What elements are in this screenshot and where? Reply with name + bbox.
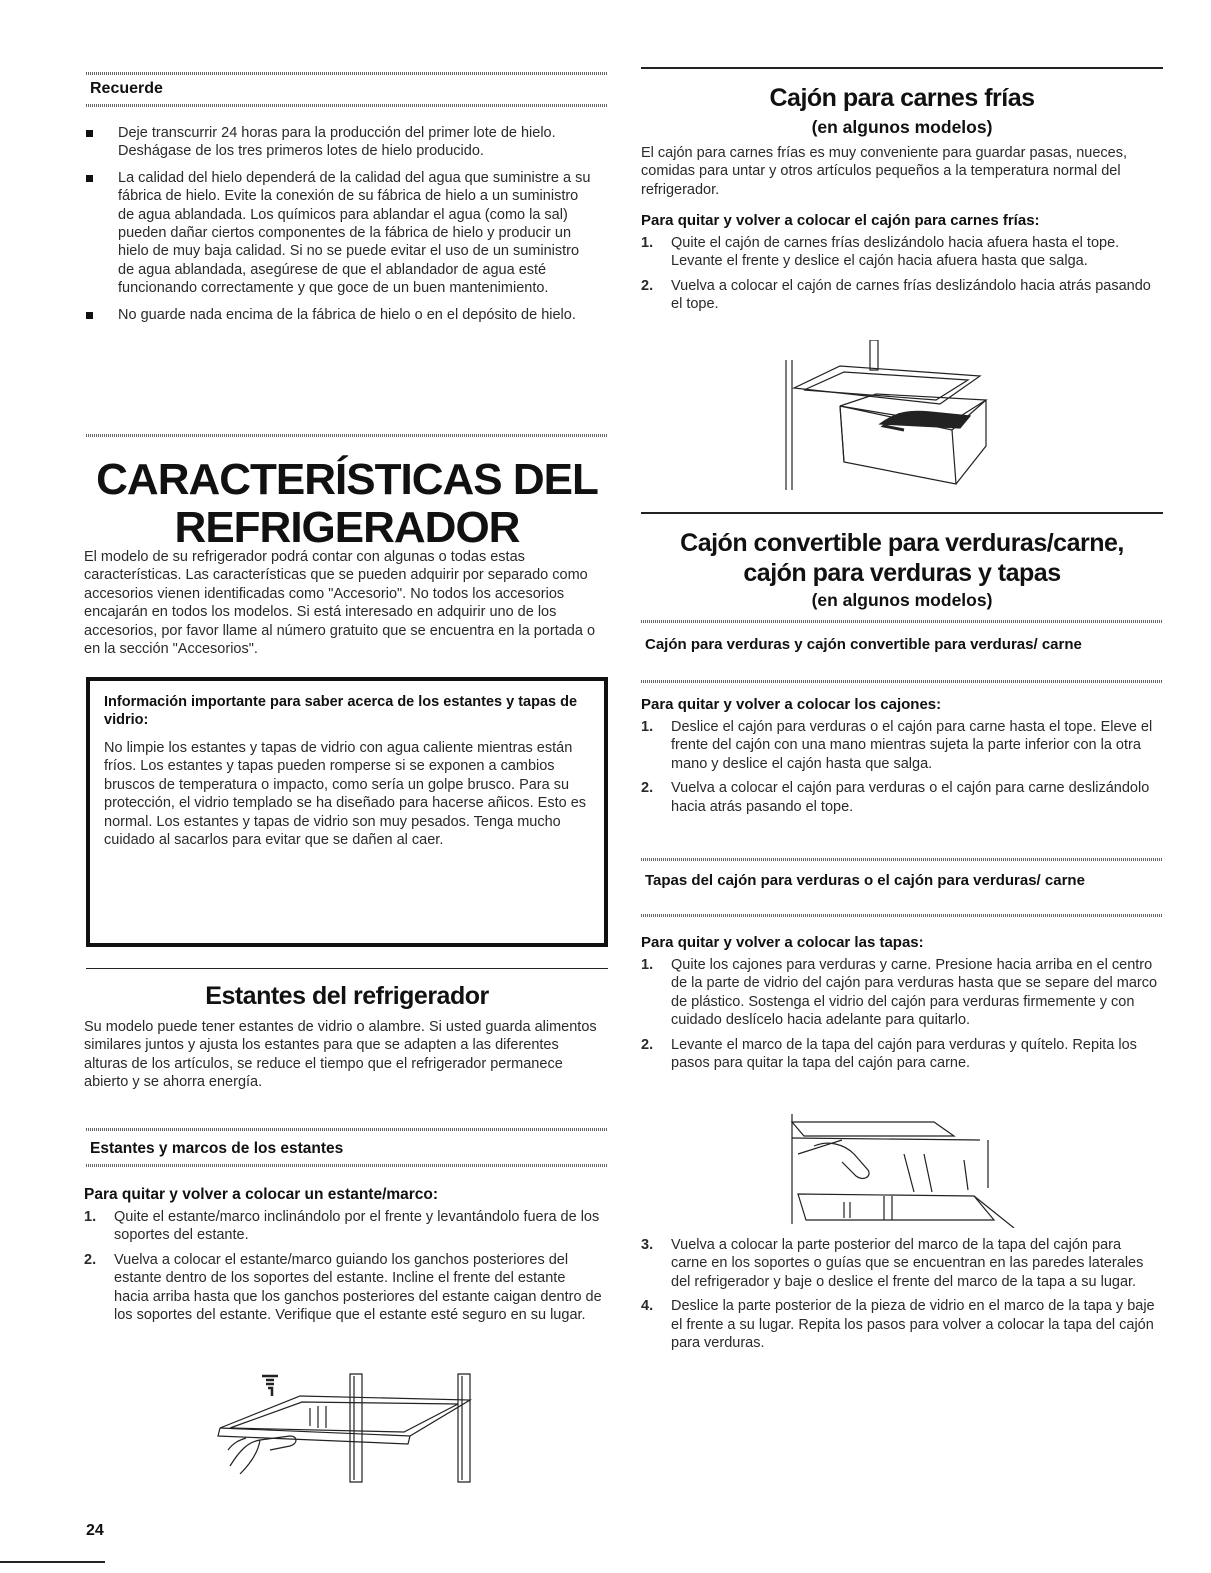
crisper-models-note: (en algunos modelos) (811, 590, 993, 610)
crisper-instructions-heading: Para quitar y volver a colocar los cajones: (641, 696, 942, 713)
deli-steps (641, 234, 1159, 320)
crisper-sub-top-rule (641, 620, 1163, 623)
crisper-steps (641, 718, 1159, 822)
list-item (84, 1251, 604, 1325)
step-text: Vuelva a colocar el cajón para verduras o el cajón para carne deslizándolo hacia atrás pasando el tope. (671, 780, 1150, 815)
list-item: No guarde nada encima de la fábrica de hielo o en el depósito de hielo. (84, 306, 596, 324)
important-info-text: No limpie los estantes y tapas de vidrio con agua caliente mientras están fríos. Los estantes y tapas pueden romperse si se exponen a cambios bruscos de temperatura o impacto, como sería un golpe brusco. Para su protección, el vidrio templado se ha diseñado para hacerse añicos. Esto es normal. Los estantes y tapas de vidrio son muy pesados. Tenga mucho cuidado al sacarlos para evitar que se dañen al caer. (104, 740, 587, 849)
crisper-cover-illustration (784, 1110, 1024, 1228)
list-item (641, 1297, 1159, 1352)
page-number: 24 (86, 1522, 104, 1539)
recuerde-heading: Recuerde (90, 80, 163, 97)
deli-models-note: (en algunos modelos) (811, 117, 993, 137)
recuerde-list (84, 124, 596, 332)
shelf-illustration (200, 1370, 490, 1488)
shelves-sub-heading: Estantes y marcos de los estantes (90, 1140, 344, 1157)
covers-top-rule (641, 858, 1163, 861)
step-number: 3. (641, 1237, 654, 1253)
crisper-title-line-2: cajón para verduras y tapas (743, 559, 1061, 587)
step-text: Vuelva a colocar la parte posterior del marco de la tapa del cajón para carne en los soportes o guías que se encuentran en las paredes laterales del refrigerador y baje o deslice el frente del marco de la tapa a su lugar. (671, 1237, 1144, 1290)
step-number: 1. (84, 1209, 97, 1225)
step-number: 2. (641, 277, 654, 294)
recuerde-top-rule (86, 72, 608, 75)
covers-steps-b (641, 1236, 1159, 1358)
shelves-top-rule (86, 968, 608, 969)
list-item (641, 1236, 1159, 1291)
crisper-sub-bottom-rule (641, 680, 1163, 683)
footer-rule (0, 1561, 105, 1563)
step-number: 2. (641, 780, 654, 797)
crisper-sub-heading: Cajón para verduras y cajón convertible para verduras/ carne (645, 636, 1082, 653)
step-text: Quite el estante/marco inclinándolo por el frente y levantándolo fuera de los soportes del estante. (114, 1209, 600, 1244)
list-item (641, 1036, 1159, 1073)
intro-paragraph: El modelo de su refrigerador podrá contar con algunas o todas estas características. Las características que se pueden adquirir por separado como accesorios vienen identificadas como "Accesorio". No todos los accesorios encajarán en todos los modelos. Si está interesado en adquirir uno de los accesorios, por favor llame al número gratuito que se encuentra en la portada o en la sección "Accesorios". (84, 549, 596, 658)
deli-top-rule (641, 67, 1163, 69)
list-item (641, 277, 1159, 314)
list-item: La calidad del hielo dependerá de la calidad del agua que suministre a su fábrica de hielo. Evite la conexión de su fábrica de hielo a un suministro de agua ablandada. Los químicos para ablandar el agua (como la sal) pueden dañar ciertos componentes de la fábrica de hielo y producir un hielo de muy baja calidad. Si no se puede evitar el uso de un suministro de agua ablandada, asegúrese de que el ablandador de agua esté funcionando correctamente y que goce de un buen mantenimiento. (84, 169, 596, 298)
covers-bottom-rule (641, 914, 1163, 917)
list-item (641, 234, 1159, 271)
page-title-line-1: CARACTERÍSTICAS DEL (96, 455, 598, 504)
step-text: Deslice la parte posterior de la pieza de vidrio en el marco de la tapa y baje el frente a su lugar. Repita los pasos para volver a colocar la tapa del cajón para verduras. (671, 1298, 1155, 1352)
step-number: 1. (641, 957, 654, 973)
covers-steps-a (641, 956, 1159, 1078)
list-item: Deje transcurrir 24 horas para la producción del primer lote de hielo. Deshágase de los tres primeros lotes de hielo producido. (84, 124, 596, 161)
shelves-paragraph: Su modelo puede tener estantes de vidrio o alambre. Si usted guarda alimentos similares juntos y ajusta los estantes para que se adapten a las diferentes alturas de los artículos, se reduce el tiempo que el refrigerador permanece abierto y se ahorra energía. (84, 1019, 597, 1091)
covers-heading: Tapas del cajón para verduras o el cajón para verduras/ carne (645, 872, 1085, 889)
deli-drawer-illustration (780, 340, 1000, 490)
shelves-title: Estantes del refrigerador (205, 982, 489, 1010)
shelves-sub-bottom-rule (86, 1164, 608, 1167)
list-item (84, 1208, 604, 1245)
deli-paragraph: El cajón para carnes frías es muy conveniente para guardar pasas, nueces, comidas para untar y otros artículos pequeños a la temperatura normal del refrigerador. (641, 145, 1128, 198)
crisper-title (641, 528, 1163, 588)
list-item (641, 779, 1159, 816)
page-title-line-2: REFRIGERADOR (174, 503, 520, 552)
covers-instructions-heading: Para quitar y volver a colocar las tapas: (641, 934, 924, 951)
important-info-box (86, 677, 608, 947)
step-number: 1. (641, 719, 654, 735)
step-number: 2. (84, 1251, 97, 1268)
step-text: Quite el cajón de carnes frías deslizándolo hacia afuera hasta el tope. Levante el frente y deslice el cajón hacia afuera hasta que salga. (671, 235, 1120, 270)
important-info-title: Información importante para saber acerca de los estantes y tapas de vidrio: (104, 694, 578, 729)
shelves-steps (84, 1208, 604, 1330)
shelves-instructions-heading: Para quitar y volver a colocar un estante/marco: (84, 1186, 439, 1203)
crisper-top-rule (641, 512, 1163, 514)
step-text: Levante el marco de la tapa del cajón para verduras y quítelo. Repita los pasos para quitar la tapa del cajón para carne. (671, 1036, 1137, 1072)
list-item (641, 956, 1159, 1030)
step-text: Vuelva a colocar el estante/marco guiando los ganchos posteriores del estante dentro de los soportes del estante. Incline el frente del estante hacia arriba hasta que los ganchos posteriores del estante caigan dentro de los soportes del estante. Verifique que el estante esté seguro en su lugar. (114, 1251, 602, 1324)
page-title (86, 456, 608, 552)
recuerde-bottom-rule (86, 104, 608, 107)
shelves-sub-top-rule (86, 1128, 608, 1131)
recuerde-end-rule (86, 434, 608, 437)
step-text: Quite los cajones para verduras y carne. Presione hacia arriba en el centro de la parte de vidrio del cajón para verduras hasta que se separe del marco de plástico. Sostenga el vidrio del cajón para verduras firmemente y con cuidado deslícelo hacia adelante para quitarlo. (671, 957, 1158, 1029)
step-number: 1. (641, 235, 654, 251)
step-number: 4. (641, 1298, 654, 1315)
step-text: Deslice el cajón para verduras o el cajón para carne hasta el tope. Eleve el frente del cajón con una mano mientras sujeta la parte inferior con la otra mano y deslice el cajón hasta que salga. (671, 719, 1153, 772)
list-item (641, 718, 1159, 773)
step-text: Vuelva a colocar el cajón de carnes frías deslizándolo hacia atrás pasando el tope. (671, 277, 1151, 313)
deli-instructions-heading: Para quitar y volver a colocar el cajón para carnes frías: (641, 212, 1040, 229)
step-number: 2. (641, 1036, 654, 1053)
crisper-title-line-1: Cajón convertible para verduras/carne, (680, 529, 1124, 557)
deli-title: Cajón para carnes frías (769, 84, 1035, 112)
